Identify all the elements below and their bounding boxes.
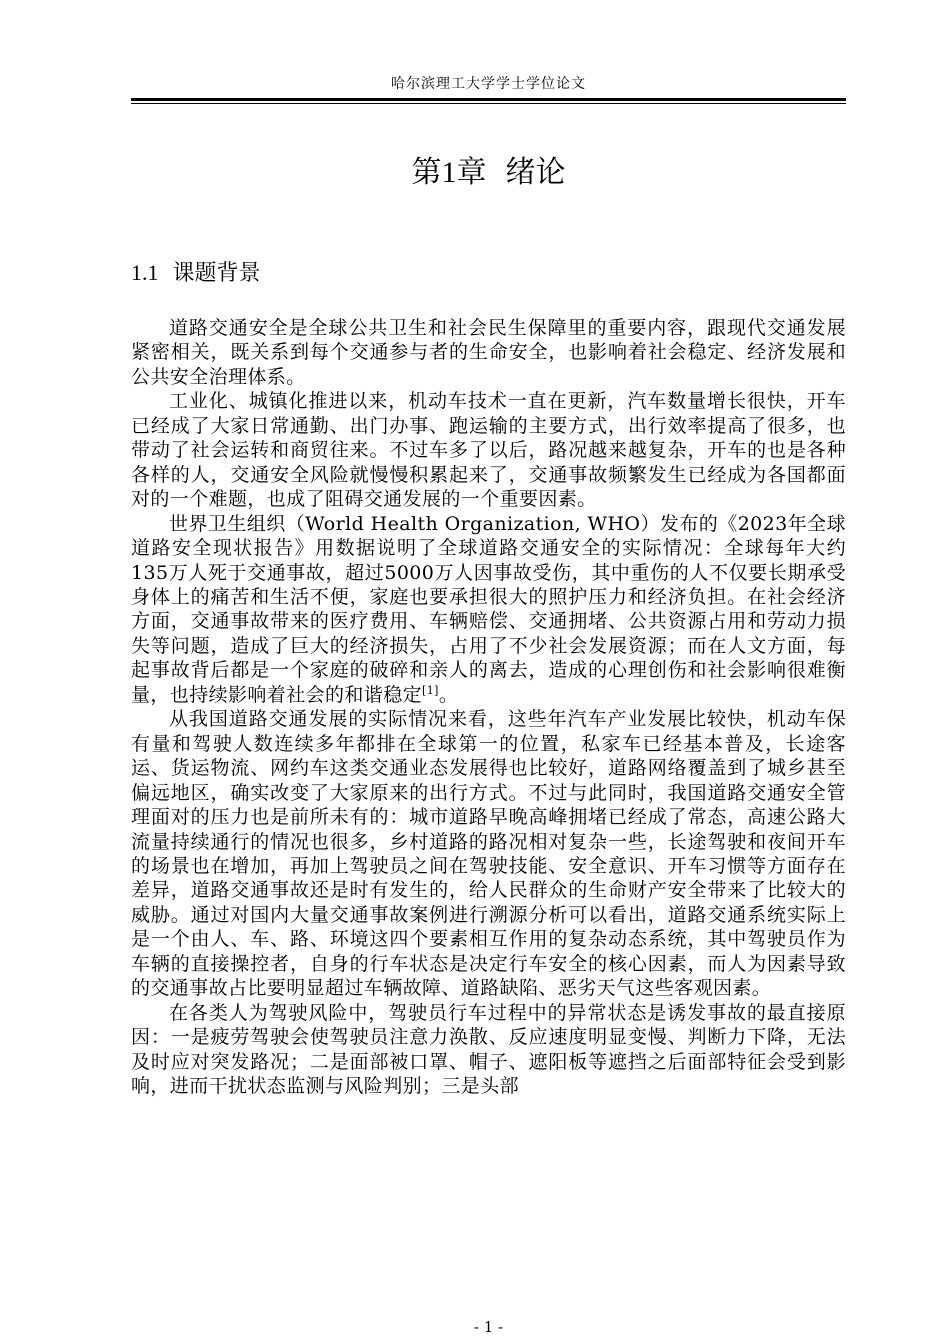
chapter-title [131, 150, 846, 196]
section-title-text: 课题背景 [172, 261, 261, 286]
section-title [131, 255, 846, 292]
chapter-title-text: 绪论 [505, 155, 566, 190]
paragraph-2: 工业化、城镇化推进以来，机动车技术一直在更新，汽车数量增长很快，开车已经成了大家日常通勤、出门办事、跑运输的主要方式，出行效率提高了很多，也带动了社会运转和商贸往来。不过车多了以后，路况越来越复杂，开车的也是各种各样的人，交通安全风险就慢慢积累起来了，交通事故频繁发生已经成为各国都面对的一个难题，也成了阻碍交通发展的一个重要因素。 [131, 390, 846, 511]
paragraph-3 [131, 512, 846, 708]
header-rule-thick [131, 98, 846, 101]
paragraph-4: 从我国道路交通发展的实际情况来看，这些年汽车产业发展比较快，机动车保有量和驾驶人数连续多年都排在全球第一的位置，私家车已经基本普及，长途客运、货运物流、网约车这类交通业态发展得也比较好，道路网络覆盖到了城乡甚至偏远地区，确实改变了大家原来的出行方式。不过与此同时，我国道路交通安全管理面对的压力也是前所未有的：城市道路早晚高峰拥堵已经成了常态，高速公路大流量持续通行的情况也很多，乡村道路的路况相对复杂一些，长途驾驶和夜间开车的场景也在增加，再加上驾驶员之间在驾驶技能、安全意识、开车习惯等方面存在差异，道路交通事故还是时有发生的，给人民群众的生命财产安全带来了比较大的威胁。通过对国内大量交通事故案例进行溯源分析可以看出，道路交通系统实际上是一个由人、车、路、环境这四个要素相互作用的复杂动态系统，其中驾驶员作为车辆的直接操控者，自身的行车状态是决定行车安全的核心因素，而人为因素导致的交通事故占比要明显超过车辆故障、道路缺陷、恶劣天气这些客观因素。 [131, 708, 846, 1000]
header-rule-thin [131, 103, 846, 104]
chapter-number: 第1章 [411, 156, 487, 189]
paragraph-5: 在各类人为驾驶风险中，驾驶员行车过程中的异常状态是诱发事故的最直接原因：一是疲劳驾驶会使驾驶员注意力涣散、反应速度明显变慢、判断力下降，无法及时应对突发路况；二是面部被口罩、帽子、遮阳板等遮挡之后面部特征会受到影响，进而干扰状态监测与风险判别；三是头部 [131, 1001, 846, 1098]
body-text [131, 316, 846, 1099]
page-number: - 1 - [473, 1318, 504, 1336]
paragraph-3-text: 世界卫生组织（World Health Organization, WHO）发布的《2023年全球道路安全现状报告》用数据说明了全球道路交通安全的实际情况：全球每年大约135万人死于交通事故，超过5000万人因事故受伤，其中重伤的人不仅要长期承受身体上的痛苦和生活不便，家庭也要承担很大的照护压力和经济负担。在社会经济方面，交通事故带来的医疗费用、车辆赔偿、交通拥堵、公共资源占用和劳动力损失等问题，造成了巨大的经济损失，占用了不少社会发展资源；而在人文方面，每起事故背后都是一个家庭的破碎和亲人的离去，造成的心理创伤和社会影响很难衡量，也持续影响着社会的和谐稳定 [131, 512, 846, 706]
citation-ref[interactable]: [1] [422, 683, 439, 697]
paragraph-1: 道路交通安全是全球公共卫生和社会民生保障里的重要内容，跟现代交通发展紧密相关，既关系到每个交通参与者的生命安全，也影响着社会稳定、经济发展和公共安全治理体系。 [131, 317, 846, 388]
paragraph-3-end: 。 [438, 683, 459, 706]
running-header: 哈尔滨理工大学学士学位论文 [391, 76, 586, 92]
section-number: 1.1 [131, 260, 159, 285]
